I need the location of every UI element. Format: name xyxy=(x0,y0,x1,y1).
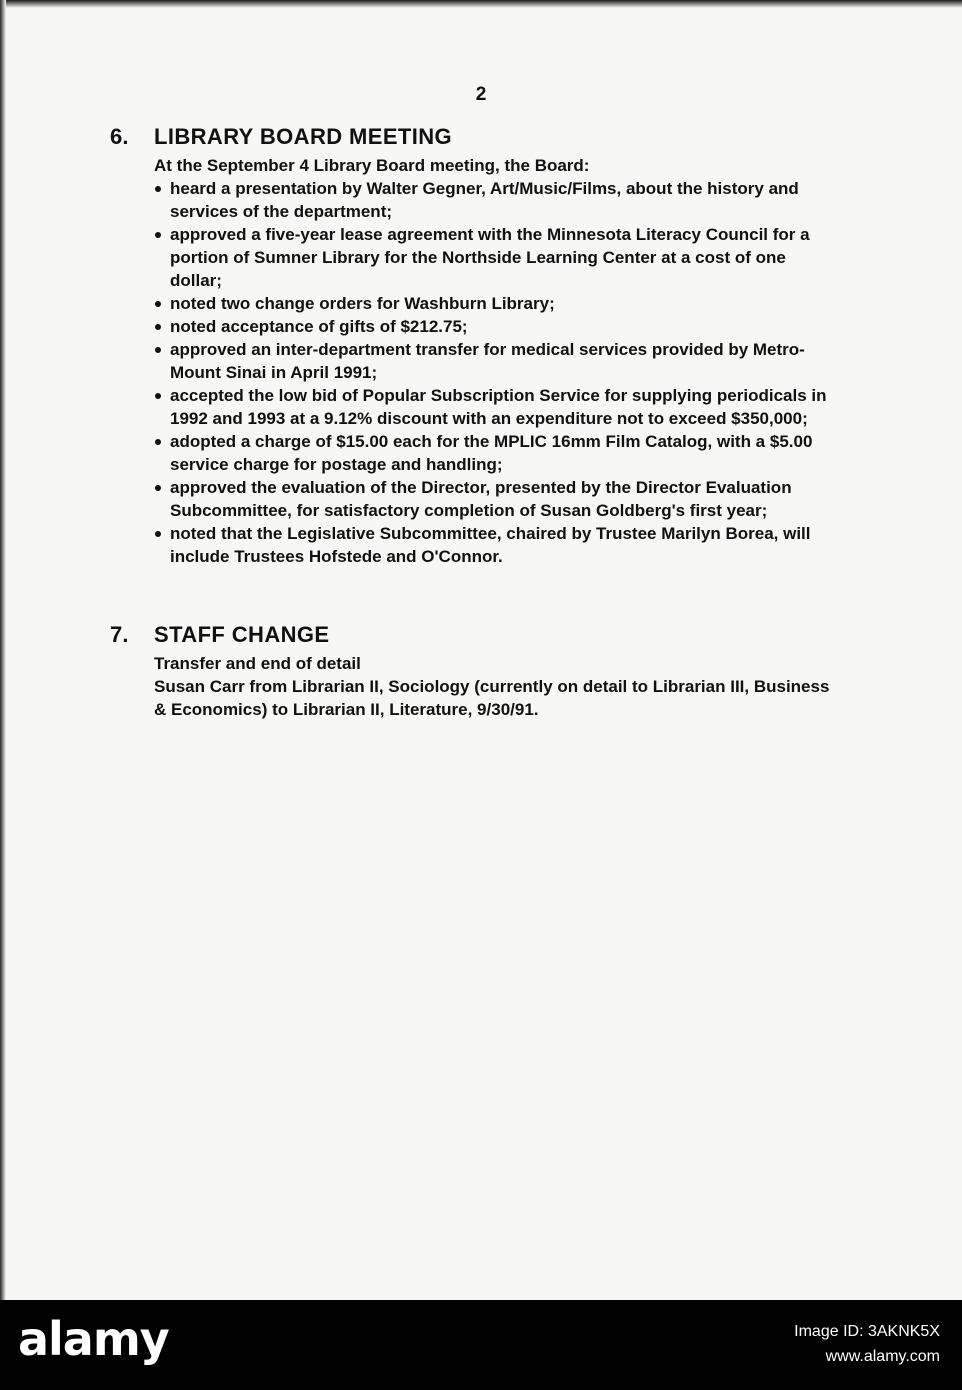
list-item-text: noted that the Legislative Subcommittee, chaired by Trustee Marilyn Borea, will include Trustees Hofstede and O'Connor. xyxy=(170,524,811,566)
page-number: 2 xyxy=(475,84,487,105)
bullet-icon xyxy=(155,531,161,537)
list-item-text: adopted a charge of $15.00 each for the MPLIC 16mm Film Catalog, with a $5.00 service charge for postage and handling; xyxy=(170,432,813,474)
list-item xyxy=(154,315,834,338)
list-item xyxy=(154,223,834,292)
list-item-text: heard a presentation by Walter Gegner, Art/Music/Films, about the history and services of the department; xyxy=(170,179,799,221)
list-item xyxy=(154,338,834,384)
bullet-icon xyxy=(155,485,161,491)
brand-logo: alamy xyxy=(18,1312,169,1366)
list-item-text: approved an inter-department transfer for medical services provided by Metro-Mount Sinai in April 1991; xyxy=(170,340,805,382)
image-id: Image ID: 3AKNK5X xyxy=(794,1323,940,1340)
section-number: 6. xyxy=(110,124,129,149)
bullet-list xyxy=(154,177,834,568)
list-item xyxy=(154,384,834,430)
bullet-icon xyxy=(155,324,161,330)
intro-text: At the September 4 Library Board meeting, the Board: xyxy=(154,156,590,175)
section-title: LIBRARY BOARD MEETING xyxy=(154,124,453,149)
bullet-icon xyxy=(155,186,161,192)
bullet-icon xyxy=(155,347,161,353)
section-number: 7. xyxy=(110,622,129,647)
section-library-board-meeting xyxy=(110,124,840,568)
bullet-icon xyxy=(155,393,161,399)
list-item-text: accepted the low bid of Popular Subscription Service for supplying periodicals in 1992 and 1993 at a 9.12% discount with an expenditure not to exceed $350,000; xyxy=(170,386,827,428)
section-heading xyxy=(110,622,840,652)
list-item-text: noted two change orders for Washburn Library; xyxy=(170,294,555,313)
list-item xyxy=(154,430,834,476)
list-item xyxy=(154,292,834,315)
bullet-icon xyxy=(155,439,161,445)
section-staff-change xyxy=(110,622,840,721)
list-item xyxy=(154,177,834,223)
section-heading xyxy=(110,124,840,154)
section-body xyxy=(154,652,834,721)
bullet-icon xyxy=(155,232,161,238)
section-body xyxy=(154,154,834,568)
list-item xyxy=(154,476,834,522)
list-item xyxy=(154,522,834,568)
site-url: www.alamy.com xyxy=(825,1348,940,1365)
section-title: STAFF CHANGE xyxy=(154,622,330,647)
subheading: Transfer and end of detail xyxy=(154,654,361,673)
bullet-icon xyxy=(155,301,161,307)
list-item-text: approved the evaluation of the Director, presented by the Director Evaluation Subcommittee, for satisfactory completion of Susan Goldberg's first year; xyxy=(170,478,792,520)
list-item-text: approved a five-year lease agreement with the Minnesota Literacy Council for a portion of Sumner Library for the Northside Learning Center at a cost of one dollar; xyxy=(170,225,810,290)
list-item-text: noted acceptance of gifts of $212.75; xyxy=(170,317,468,336)
paragraph: Susan Carr from Librarian II, Sociology (currently on detail to Librarian III, Business & Economics) to Librarian II, Literature, 9/30/91. xyxy=(154,677,830,719)
